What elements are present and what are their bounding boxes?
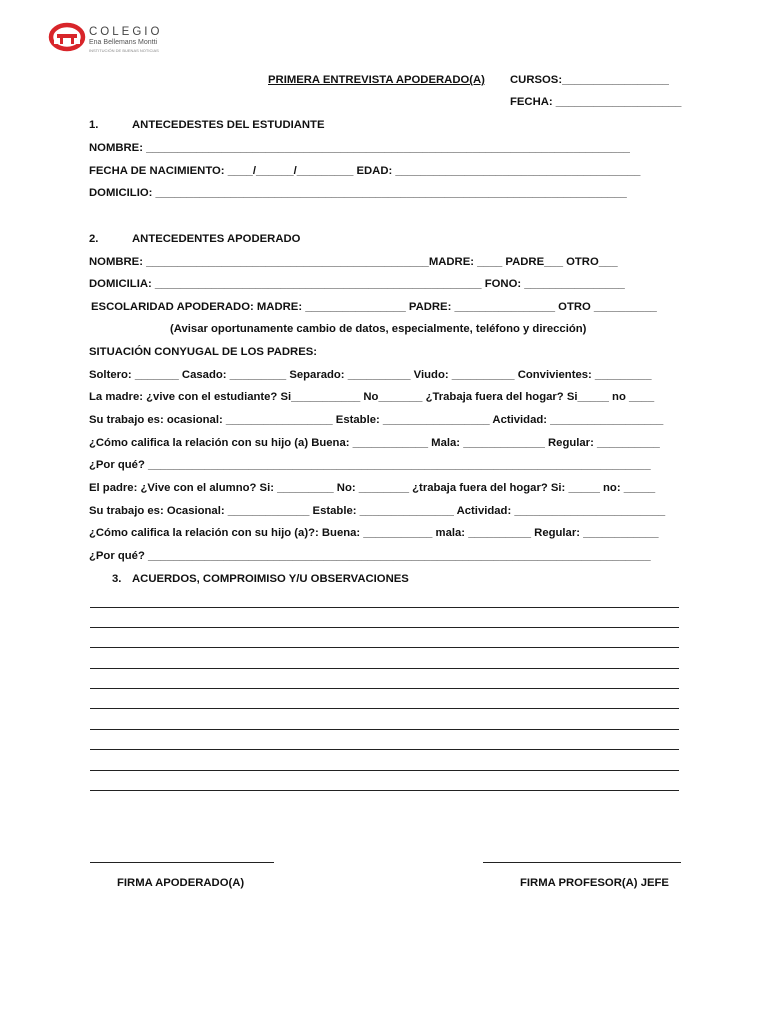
student-address-field[interactable]: DOMICILIO: ___________________________________________________________________________	[89, 187, 627, 199]
mother-lives-field[interactable]: La madre: ¿vive con el estudiante? Si___________ No_______ ¿Trabaja fuera del hogar? Si_____ no ____	[89, 391, 655, 403]
logo-school-name: Ena Bellemans Montti	[89, 39, 158, 46]
marital-status-heading: SITUACIÓN CONYUGAL DE LOS PADRES:	[89, 346, 318, 358]
logo-word: COLEGIO	[89, 26, 163, 38]
father-lives-field[interactable]: El padre: ¿Vive con el alumno? Si: _________ No: ________ ¿trabaja fuera del hogar? Si: _____ no: _____	[89, 482, 656, 494]
teacher-signature-line[interactable]	[483, 862, 681, 863]
logo-tagline: INSTITUCIÓN DE BUENAS NOTICIAS	[89, 48, 159, 53]
observation-line[interactable]	[90, 708, 679, 709]
father-work-field[interactable]: Su trabajo es: Ocasional: _____________ Estable: _______________ Actividad: ________________________	[89, 505, 666, 517]
guardian-signature-label: FIRMA APODERADO(A)	[117, 877, 245, 889]
observation-line[interactable]	[90, 729, 679, 730]
mother-relation-field[interactable]: ¿Cómo califica la relación con su hijo (a) Buena: ____________ Mala: _____________ Regular: __________	[89, 437, 660, 449]
observation-line[interactable]	[90, 749, 679, 750]
observation-line[interactable]	[90, 627, 679, 628]
update-notice: (Avisar oportunamente cambio de datos, especialmente, teléfono y dirección)	[170, 323, 587, 335]
observation-line[interactable]	[90, 790, 679, 791]
teacher-signature-label: FIRMA PROFESOR(A) JEFE	[520, 877, 669, 889]
marital-status-field[interactable]: Soltero: _______ Casado: _________ Separado: __________ Viudo: __________ Convivientes: _________	[89, 369, 652, 381]
guardian-name-field[interactable]: NOMBRE: _____________________________________________MADRE: ____ PADRE___ OTRO___	[89, 256, 618, 268]
observation-line[interactable]	[90, 647, 679, 648]
section2-title: ANTECEDENTES APODERADO	[132, 233, 301, 245]
fecha-field[interactable]: FECHA: ____________________	[510, 96, 682, 108]
guardian-signature-line[interactable]	[90, 862, 274, 863]
form-title: PRIMERA ENTREVISTA APODERADO(A)	[268, 74, 485, 86]
mother-why-field[interactable]: ¿Por qué? ________________________________________________________________________________	[89, 459, 651, 471]
observation-line[interactable]	[90, 770, 679, 771]
observation-line[interactable]	[90, 688, 679, 689]
section1-number: 1.	[89, 119, 99, 131]
observation-line[interactable]	[90, 668, 679, 669]
birthdate-age-field[interactable]: FECHA DE NACIMIENTO: ____/______/_________ EDAD: _______________________________________	[89, 165, 641, 177]
mother-work-field[interactable]: Su trabajo es: ocasional: _________________ Estable: _________________ Actividad: __________________	[89, 414, 664, 426]
section3-number: 3.	[112, 573, 122, 585]
cursos-field[interactable]: CURSOS:_________________	[510, 74, 669, 86]
section1-title: ANTECEDESTES DEL ESTUDIANTE	[132, 119, 325, 131]
observation-line[interactable]	[90, 607, 679, 608]
guardian-schooling-field[interactable]: ESCOLARIDAD APODERADO: MADRE: ________________ PADRE: ________________ OTRO __________	[91, 301, 657, 313]
section2-number: 2.	[89, 233, 99, 245]
guardian-address-phone-field[interactable]: DOMICILIA: ____________________________________________________ FONO: ________________	[89, 278, 625, 290]
father-relation-field[interactable]: ¿Cómo califica la relación con su hijo (a)?: Buena: ___________ mala: __________ Regular: ____________	[89, 527, 659, 539]
section3-title: ACUERDOS, COMPROIMISO Y/U OBSERVACIONES	[132, 573, 409, 585]
student-name-field[interactable]: NOMBRE: _____________________________________________________________________________	[89, 142, 630, 154]
father-why-field[interactable]: ¿Por qué? ________________________________________________________________________________	[89, 550, 651, 562]
